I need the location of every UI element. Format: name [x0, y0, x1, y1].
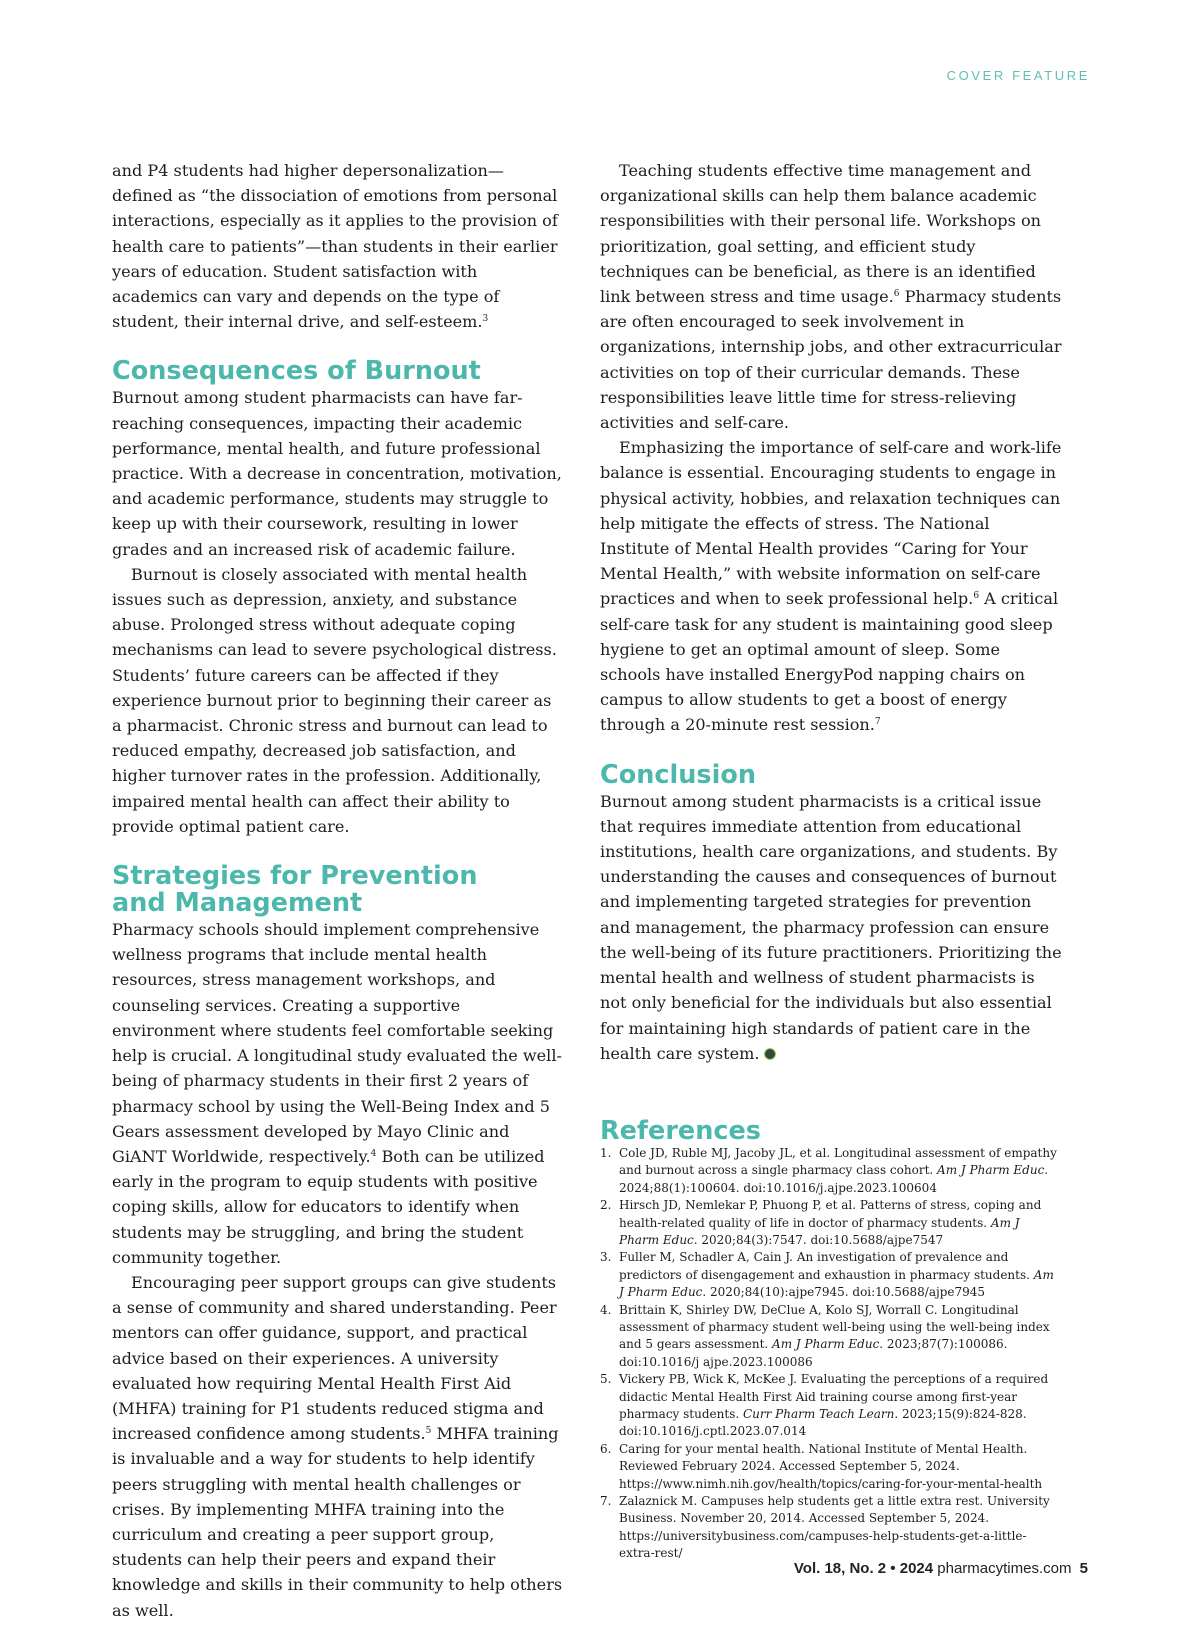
website: pharmacytimes.com	[937, 1560, 1072, 1577]
reference-text: Fuller M, Schadler A, Cain J. An investigation of prevalence and predictors of disengagement and exhaustion in pharmacy students.	[619, 1250, 1034, 1282]
citation: 5	[425, 1426, 432, 1437]
reference-journal: Curr Pharm Teach Learn	[742, 1407, 895, 1421]
strategies-paragraph-1: Pharmacy schools should implement comprehensive wellness programs that include mental health resources, stress management workshops, and counseling services. Creating a supportive environment where students feel comfortable seeking help is crucial. A longitudinal study evaluated the well-being of pharmacy students in their first 2 years of pharmacy school by using the Well-Being Index and 5 Gears assessment developed by Mayo Clinic and GiANT Worldwide, respectively.$^4$ Both can be utilized early in the program to equip students with positive coping skills, allow for educators to identify when students may be struggling, and bring the student community together.	[112, 920, 562, 1267]
reference-item	[600, 1197, 1062, 1249]
intro-paragraph: and P4 students had higher depersonalization—defined as “the dissociation of emotions from personal interactions, especially as it applies to the provision of health care to patients”—than students in their earlier years of education. Student satisfaction with academics can vary and depends on the type of student, their internal drive, and self-esteem.$^3$	[112, 161, 558, 332]
reference-text: Hirsch JD, Nemlekar P, Phuong P, et al. Patterns of stress, coping and health-related quality of life in doctor of pharmacy students.	[619, 1198, 1042, 1230]
reference-journal: Am J Pharm Educ	[619, 1267, 1054, 1300]
reference-item	[600, 1441, 1062, 1493]
reference-item	[600, 1302, 1062, 1372]
heading-conclusion: Conclusion	[600, 759, 756, 790]
citation: 6	[893, 289, 900, 300]
reference-item	[600, 1145, 1062, 1197]
reference-text: Zalaznick M. Campuses help students get a little extra rest. University Business. November 20, 2014. Accessed September 5, 2024. https://universitybusiness.com/campuses-help-students-get-a-little-extra-rest/	[619, 1494, 1050, 1561]
issue-info: Vol. 18, No. 2 • 2024	[793, 1560, 934, 1577]
reference-number: 1.	[600, 1145, 612, 1160]
reference-text: Vickery PB, Wick K, McKee J. Evaluating the perceptions of a required didactic Mental Health First Aid training course among first-year pharmacy students.	[619, 1372, 1049, 1421]
conclusion-paragraph: Burnout among student pharmacists is a critical issue that requires immediate attention from educational institutions, health care organizations, and students. By understanding the causes and consequences of burnout and implementing targeted strategies for prevention and management, the pharmacy profession can ensure the well-being of its future practitioners. Prioritizing the mental health and wellness of student pharmacists is not only beneficial for the individuals but also essential for maintaining high standards of patient care in the health care system.	[600, 791, 1062, 1063]
reference-number: 3.	[600, 1250, 612, 1265]
reference-details: . 2023;87(7):100086. doi:10.1016/j ajpe.2023.100086	[619, 1337, 1008, 1369]
reference-number: 4.	[600, 1302, 612, 1317]
page-number: 5	[1079, 1560, 1088, 1577]
reference-number: 2.	[600, 1198, 612, 1213]
reference-journal: Am J Pharm Educ	[772, 1337, 880, 1352]
reference-item	[600, 1249, 1062, 1301]
reference-details: . 2020;84(3):7547. doi:10.5688/ajpe7547	[693, 1232, 944, 1247]
heading-strategies: Strategies for Prevention and Management	[112, 861, 478, 919]
reference-text: Caring for your mental health. National Institute of Mental Health. Reviewed February 2024. Accessed September 5, 2024. https://www.nimh.nih.gov/health/topics/caring-for-your-mental-health	[619, 1441, 1043, 1491]
strategies-paragraph-3: Teaching students effective time management and organizational skills can help them balance academic responsibilities with their personal life. Workshops on prioritization, goal setting, and efficient study techniques can be beneficial, as there is an identified link between stress and time usage.$^6$ Pharmacy students are often encouraged to seek involvement in organizations, internship jobs, and other extracurricular activities on top of their curricular demands. These responsibilities leave little time for stress-relieving activities and self-care.	[600, 161, 1062, 433]
left-column	[112, 158, 564, 1623]
reference-text: Brittain K, Shirley DW, DeClue A, Kolo SJ, Worrall C. Longitudinal assessment of pharmacy student well-being using the well-being index and 5 gears assessment.	[619, 1302, 1050, 1352]
consequences-paragraph-1: Burnout among student pharmacists can have far-reaching consequences, impacting their academic performance, mental health, and future professional practice. With a decrease in concentration, motivation, and academic performance, students may struggle to keep up with their coursework, resulting in lower grades and an increased risk of academic failure.	[112, 388, 562, 559]
reference-details: . 2020;84(10):ajpe7945. doi:10.5688/ajpe7945	[702, 1285, 986, 1300]
running-head: COVER FEATURE	[946, 68, 1090, 83]
reference-journal: Am J Pharm Educ	[619, 1215, 1020, 1247]
citation: 4	[370, 1148, 377, 1159]
reference-details: . 2023;15(9):824-828. doi:10.1016/j.cptl.2023.07.014	[619, 1407, 1027, 1439]
reference-item	[600, 1493, 1062, 1563]
citation: 7	[874, 717, 881, 728]
pharmacy-times-logo-icon	[764, 1048, 776, 1060]
reference-number: 6.	[600, 1441, 612, 1456]
page-footer	[794, 1560, 1088, 1577]
reference-details: . 2024;88(1):100604. doi:10.1016/j.ajpe.2023.100604	[619, 1163, 1049, 1195]
consequences-paragraph-2: Burnout is closely associated with mental health issues such as depression, anxiety, and substance abuse. Prolonged stress without adequate coping mechanisms can lead to severe psychological distress. Students’ future careers can be affected if they experience burnout prior to beginning their career as a pharmacist. Chronic stress and burnout can lead to reduced empathy, decreased job satisfaction, and higher turnover rates in the profession. Additionally, impaired mental health can affect their ability to provide optimal patient care.	[112, 564, 557, 836]
strategies-paragraph-4: Emphasizing the importance of self-care and work-life balance is essential. Encouraging students to engage in physical activity, hobbies, and relaxation techniques can help mitigate the effects of stress. The National Institute of Mental Health provides “Caring for Your Mental Health,” with website information on self-care practices and when to seek professional help.$^6$ A critical self-care task for any student is maintaining good sleep hygiene to get an optimal amount of sleep. Some schools have installed EnergyPod napping chairs on campus to allow students to get a boost of energy through a 20-minute rest session.$^7$	[600, 438, 1062, 735]
right-column	[600, 158, 1062, 1563]
reference-item	[600, 1371, 1062, 1441]
citation: 6	[973, 591, 980, 602]
heading-consequences: Consequences of Burnout	[112, 356, 481, 387]
references-list	[600, 1145, 1062, 1563]
reference-text: Cole JD, Ruble MJ, Jacoby JL, et al. Longitudinal assessment of empathy and burnout across a single pharmacy class cohort.	[619, 1145, 1057, 1178]
reference-number: 7.	[600, 1494, 612, 1509]
citation: 3	[482, 314, 489, 325]
reference-number: 5.	[600, 1372, 612, 1387]
heading-references: References	[600, 1115, 761, 1146]
reference-journal: Am J Pharm Educ	[937, 1163, 1045, 1178]
strategies-paragraph-2: Encouraging peer support groups can give students a sense of community and shared understanding. Peer mentors can offer guidance, support, and practical advice based on their experiences. A university evaluated how requiring Mental Health First Aid (MHFA) training for P1 students reduced stigma and increased confidence among students.$^5$ MHFA training is invaluable and a way for students to help identify peers struggling with mental health challenges or crises. By implementing MHFA training into the curriculum and creating a peer support group, students can help their peers and expand their knowledge and skills in their community to help others as well.	[112, 1272, 563, 1620]
